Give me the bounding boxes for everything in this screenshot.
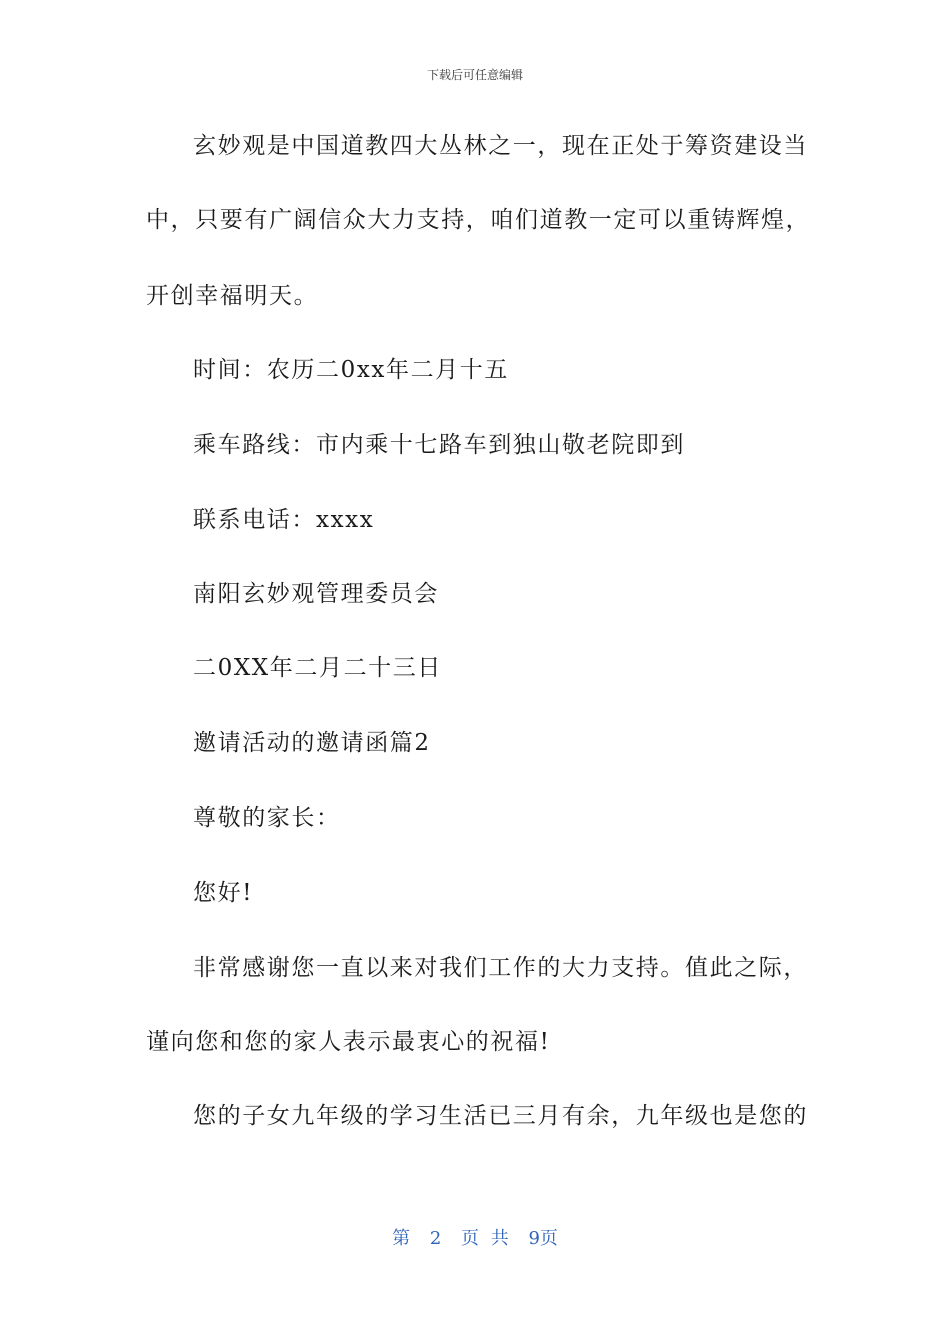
footer-prefix: 第 xyxy=(392,1228,411,1249)
body-line: 开创幸福明天。 xyxy=(146,283,319,309)
body-line: 玄妙观是中国道教四大丛林之一，现在正处于筹资建设当 xyxy=(193,133,808,159)
page-header: 下载后可任意编辑 xyxy=(426,68,523,82)
body-line: 乘车路线：市内乘十七路车到独山敬老院即到 xyxy=(193,432,685,458)
body-line: 南阳玄妙观管理委员会 xyxy=(193,581,439,607)
page-footer xyxy=(0,1226,950,1252)
body-line: 非常感谢您一直以来对我们工作的大力支持。值此之际， xyxy=(193,955,808,981)
body-line: 联系电话：xxxx xyxy=(193,507,375,533)
salutation: 尊敬的家长： xyxy=(193,805,341,831)
body-line: 中，只要有广阔信众大力支持，咱们道教一定可以重铸辉煌， xyxy=(146,207,811,233)
body-line: 二0XX年二月二十三日 xyxy=(193,655,442,681)
greeting: 您好! xyxy=(193,880,254,906)
footer-middle: 页 共 xyxy=(461,1228,509,1249)
body-line: 时间：农历二0xx年二月十五 xyxy=(193,357,509,383)
footer-total-pages: 9页 xyxy=(528,1228,558,1249)
footer-page-number: 2 xyxy=(429,1228,442,1249)
section-heading: 邀请活动的邀请函篇2 xyxy=(193,730,431,756)
body-line: 您的子女九年级的学习生活已三月有余，九年级也是您的 xyxy=(193,1103,808,1129)
body-line: 谨向您和您的家人表示最衷心的祝福! xyxy=(146,1029,551,1055)
